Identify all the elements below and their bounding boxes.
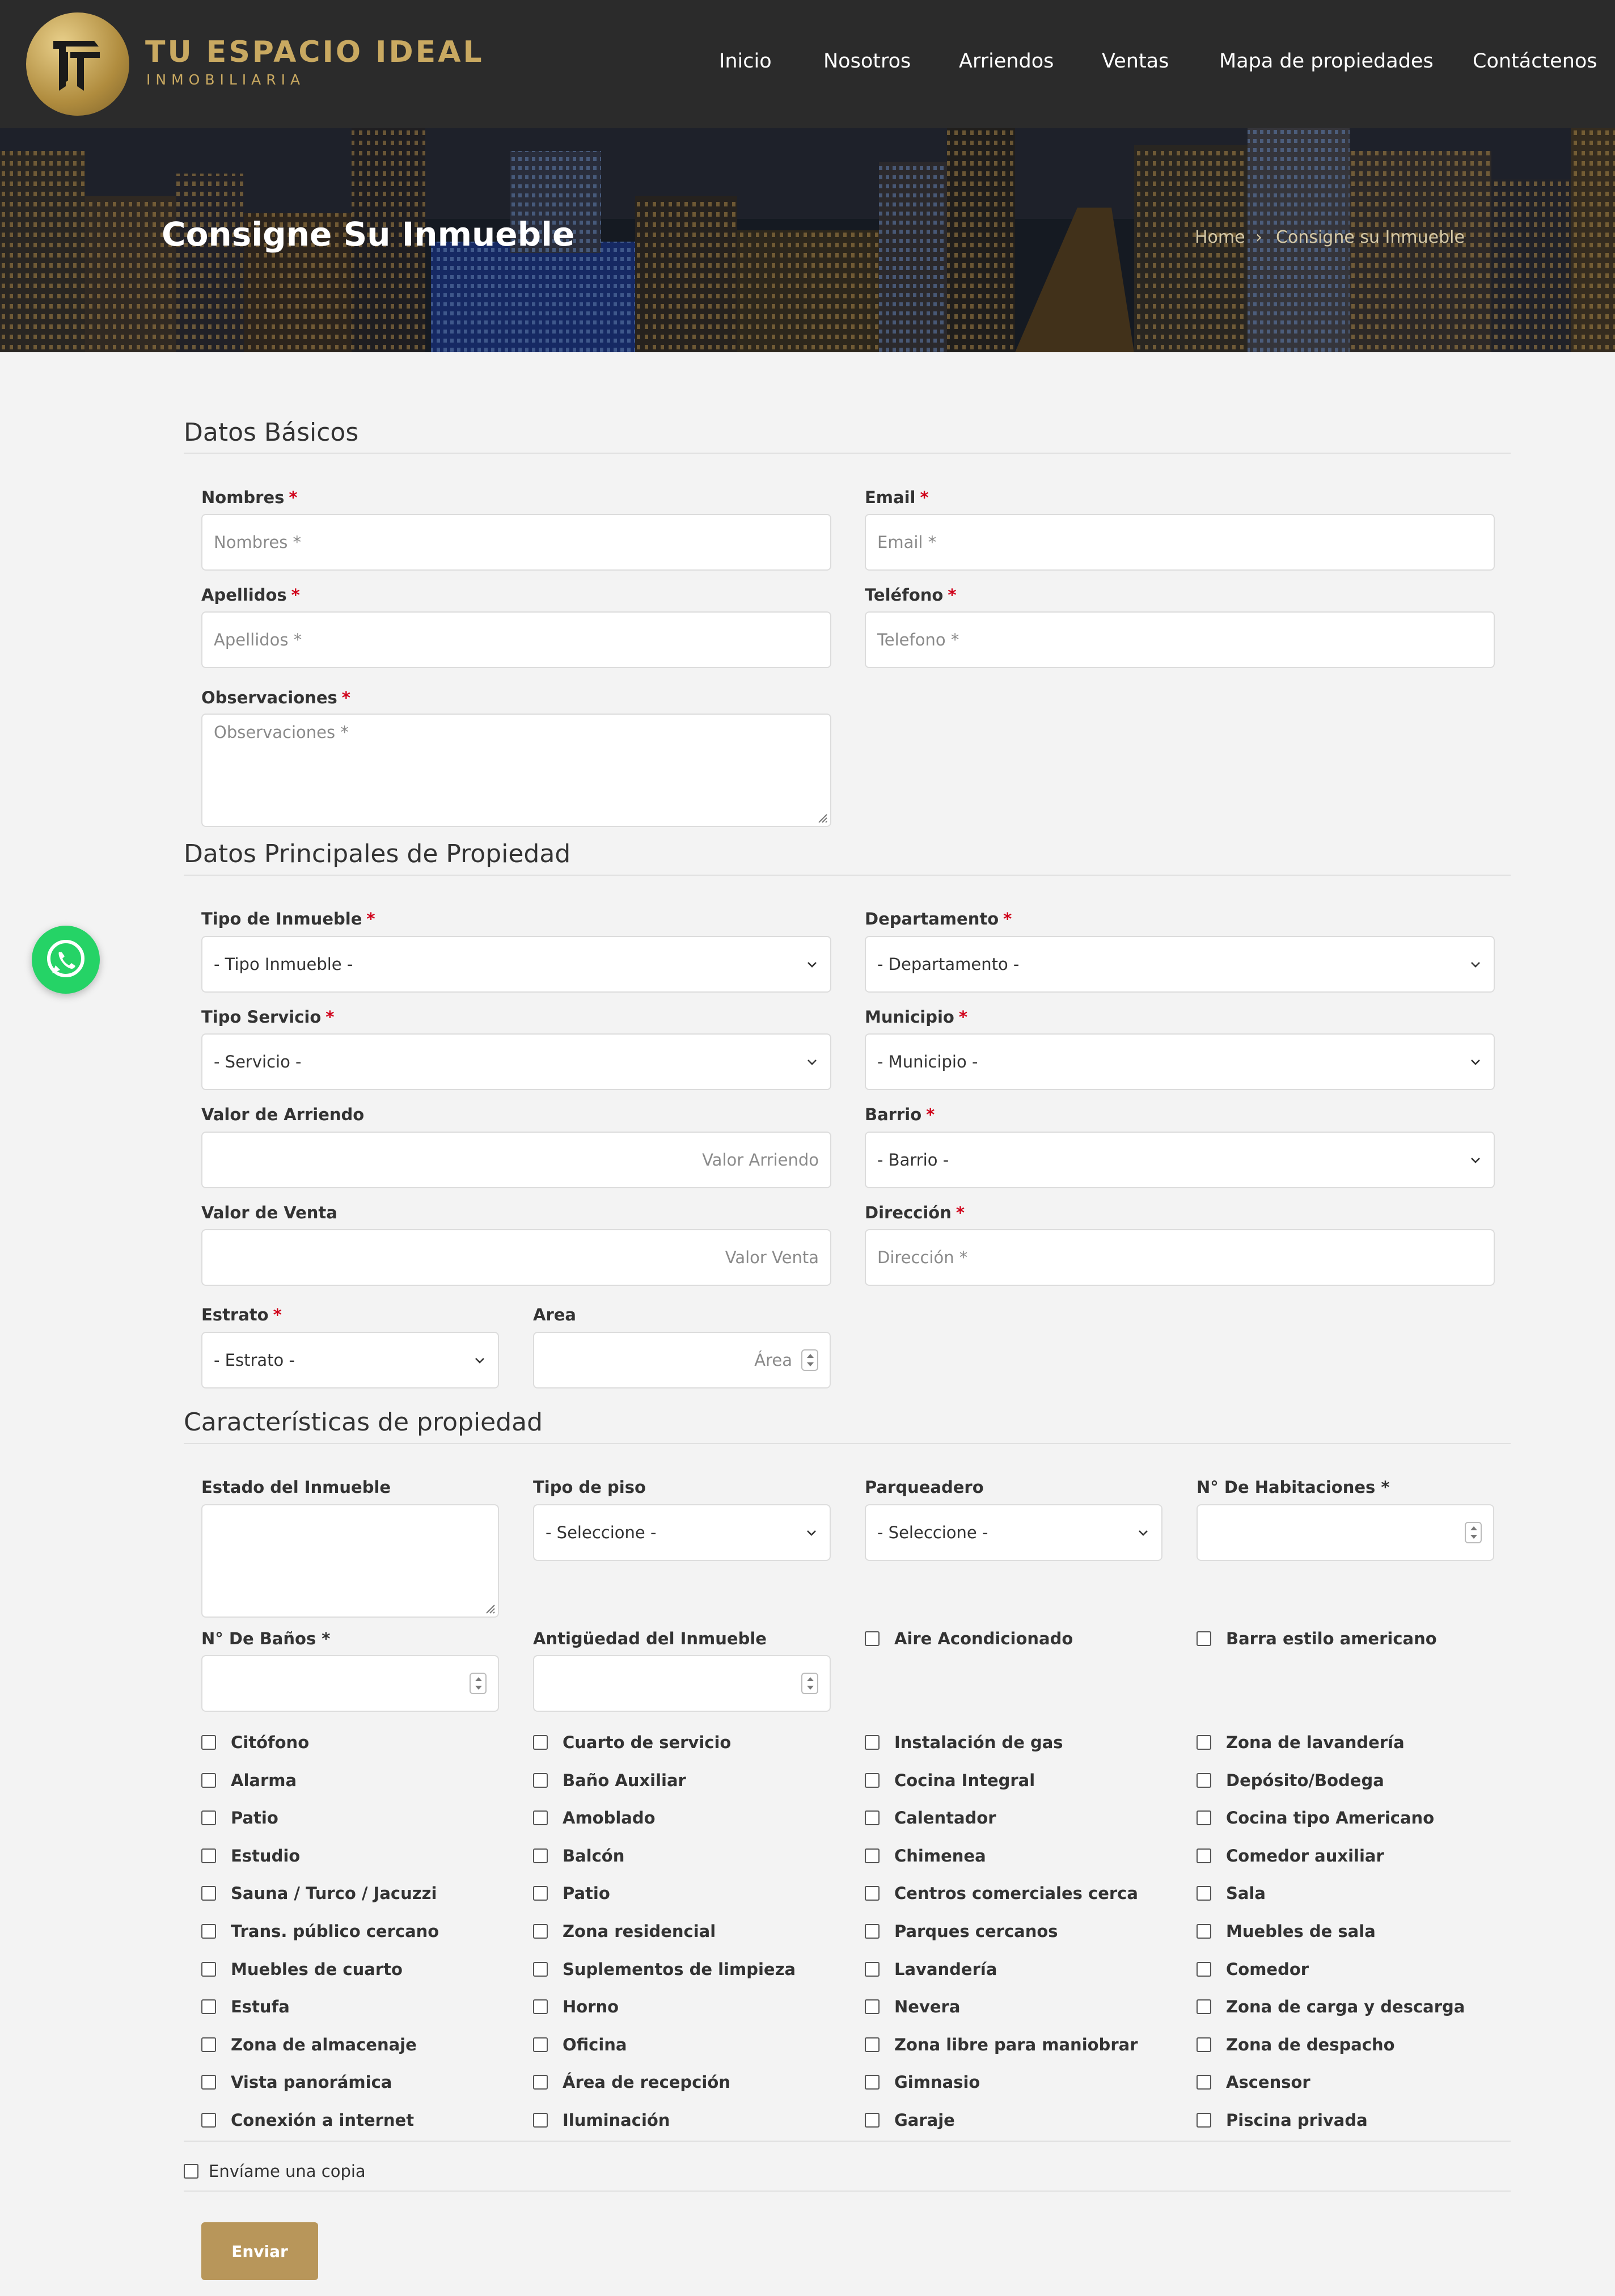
checkbox-box[interactable] [201, 1924, 216, 1939]
feature-checkbox-label: Trans. público cercano [231, 1922, 439, 1941]
feature-checkbox[interactable] [1197, 1922, 1376, 1941]
banos-label: N° De Baños * [201, 1629, 331, 1648]
tipo-servicio-label: Tipo Servicio * [201, 1007, 335, 1027]
nav-item-arriendos[interactable]: Arriendos [959, 50, 1054, 73]
whatsapp-icon [32, 926, 100, 994]
feature-checkbox-label: Horno [563, 1997, 619, 2016]
feature-checkbox-label: Sala [1226, 1884, 1266, 1903]
departamento-select[interactable]: - Departamento - [865, 936, 1495, 993]
feature-checkbox[interactable] [201, 1960, 403, 1979]
checkbox-barra-americano[interactable]: Barra estilo americano [1197, 1629, 1437, 1648]
feature-checkbox[interactable] [1197, 1997, 1465, 2016]
feature-checkbox[interactable] [533, 1884, 610, 1903]
feature-checkbox[interactable] [533, 1846, 624, 1865]
checkbox-aire-acondicionado[interactable]: Aire Acondicionado [865, 1629, 1073, 1648]
chevron-down-icon [1136, 1526, 1150, 1539]
estrato-select[interactable]: - Estrato - [201, 1332, 499, 1388]
feature-checkbox[interactable] [533, 1771, 686, 1790]
checkbox-box[interactable] [865, 2037, 880, 2052]
feature-checkbox-label: Centros comerciales cerca [894, 1884, 1138, 1903]
top-navbar [0, 0, 1615, 128]
page-title: Consigne Su Inmueble [162, 215, 575, 254]
feature-checkbox-label: Gimnasio [894, 2073, 980, 2092]
feature-checkbox[interactable] [201, 1733, 309, 1752]
apellidos-label: Apellidos * [201, 585, 300, 605]
checkbox-box[interactable] [1197, 1924, 1211, 1939]
checkbox-box[interactable] [1197, 1886, 1211, 1901]
checkbox-box[interactable] [533, 1735, 548, 1750]
checkbox-box[interactable] [201, 1810, 216, 1825]
nav-item-nosotros[interactable]: Nosotros [823, 50, 911, 73]
section-divider [184, 453, 1511, 454]
municipio-label: Municipio * [865, 1007, 968, 1027]
checkbox-box[interactable] [533, 2037, 548, 2052]
parqueadero-label: Parqueadero [865, 1478, 984, 1497]
feature-checkbox[interactable] [533, 2073, 730, 2092]
feature-checkbox[interactable] [1197, 1960, 1309, 1979]
feature-checkbox-label: Ascensor [1226, 2073, 1310, 2092]
checkbox-box[interactable] [1197, 2113, 1211, 2128]
checkbox-box[interactable] [865, 1848, 880, 1863]
feature-checkbox[interactable] [1197, 2073, 1310, 2092]
feature-checkbox[interactable] [533, 1997, 619, 2016]
habitaciones-label: N° De Habitaciones * [1197, 1478, 1390, 1497]
brand-logo[interactable] [26, 12, 129, 116]
tipo-servicio-select[interactable]: - Servicio - [201, 1033, 831, 1090]
section-divider [184, 2191, 1511, 2192]
feature-checkbox-label: Suplementos de limpieza [563, 1960, 796, 1979]
number-stepper-icon[interactable] [470, 1673, 487, 1694]
chevron-down-icon [1469, 957, 1482, 971]
checkbox-box[interactable] [533, 1773, 548, 1788]
checkbox-box[interactable] [1197, 1999, 1211, 2014]
checkbox-box[interactable] [865, 1999, 880, 2014]
checkbox-box[interactable] [1197, 1631, 1211, 1646]
checkbox-box[interactable] [201, 2075, 216, 2090]
valor-venta-label: Valor de Venta [201, 1203, 337, 1222]
chevron-down-icon [473, 1353, 487, 1367]
apellidos-input[interactable]: Apellidos * [201, 611, 831, 668]
section-title-main: Datos Principales de Propiedad [184, 839, 571, 868]
feature-checkbox-label: Alarma [231, 1771, 297, 1790]
section-divider [184, 875, 1511, 876]
section-title-features: Características de propiedad [184, 1408, 543, 1437]
checkbox-box[interactable] [1197, 1773, 1211, 1788]
checkbox-box[interactable] [201, 1735, 216, 1750]
feature-checkbox-label: Amoblado [563, 1808, 656, 1827]
feature-checkbox[interactable] [201, 1922, 439, 1941]
email-input[interactable]: Email * [865, 514, 1495, 571]
feature-checkbox[interactable] [201, 2111, 414, 2130]
chevron-down-icon [805, 1055, 819, 1069]
checkbox-box[interactable] [533, 1848, 548, 1863]
checkbox-box[interactable] [533, 1962, 548, 1977]
feature-checkbox-label: Muebles de cuarto [231, 1960, 403, 1979]
feature-checkbox-label: Piscina privada [1226, 2111, 1368, 2130]
brand-logo-mark-icon [43, 29, 112, 99]
feature-checkbox-label: Nevera [894, 1997, 961, 2016]
nav-item-inicio[interactable]: Inicio [719, 50, 772, 73]
checkbox-box[interactable] [201, 2113, 216, 2128]
area-label: Area [533, 1305, 576, 1324]
nombres-input[interactable]: Nombres * [201, 514, 831, 571]
habitaciones-input[interactable] [1197, 1504, 1494, 1561]
number-stepper-icon[interactable] [1465, 1522, 1482, 1543]
checkbox-box[interactable] [1197, 1962, 1211, 1977]
antiguedad-label: Antigüedad del Inmueble [533, 1629, 767, 1648]
feature-checkbox-label: Instalación de gas [894, 1733, 1063, 1752]
checkbox-box[interactable] [1197, 1848, 1211, 1863]
chevron-down-icon [1469, 1055, 1482, 1069]
feature-checkbox-label: Patio [231, 1808, 278, 1827]
estado-label: Estado del Inmueble [201, 1478, 391, 1497]
chevron-down-icon [1469, 1153, 1482, 1167]
checkbox-box[interactable] [533, 1886, 548, 1901]
feature-checkbox[interactable] [1197, 1884, 1266, 1903]
checkbox-box[interactable] [865, 2113, 880, 2128]
parqueadero-select[interactable]: - Seleccione - [865, 1504, 1162, 1561]
feature-checkbox[interactable] [201, 1884, 437, 1903]
area-input[interactable]: Área [533, 1332, 831, 1388]
feature-checkbox[interactable] [201, 1997, 290, 2016]
checkbox-box[interactable] [533, 1999, 548, 2014]
feature-checkbox[interactable] [865, 2111, 955, 2130]
feature-checkbox[interactable] [865, 1846, 986, 1865]
feature-checkbox[interactable] [865, 1733, 1063, 1752]
checkbox-box[interactable] [865, 1810, 880, 1825]
feature-checkbox[interactable] [865, 1997, 960, 2016]
checkbox-box[interactable] [865, 1735, 880, 1750]
valor-arriendo-input[interactable]: Valor Arriendo [201, 1132, 831, 1188]
whatsapp-button[interactable] [32, 926, 100, 994]
feature-checkbox[interactable] [533, 2111, 670, 2130]
feature-checkbox[interactable] [865, 1922, 1058, 1941]
feature-checkbox-label: Calentador [894, 1808, 996, 1827]
feature-checkbox-label: Zona libre para maniobrar [894, 2035, 1138, 2054]
observaciones-placeholder: Observaciones * [214, 723, 349, 742]
checkbox-send-copy[interactable]: Envíame una copia [184, 2162, 366, 2181]
feature-checkbox-label: Iluminación [563, 2111, 670, 2130]
chevron-down-icon [805, 1526, 818, 1539]
feature-checkbox-label: Citófono [231, 1733, 310, 1752]
feature-checkbox[interactable] [533, 1922, 716, 1941]
estrato-label: Estrato * [201, 1305, 282, 1324]
feature-checkbox[interactable] [201, 2035, 417, 2054]
feature-checkbox[interactable] [533, 1960, 796, 1979]
checkbox-box[interactable] [865, 1773, 880, 1788]
checkbox-box[interactable] [1197, 2075, 1211, 2090]
submit-button[interactable]: Enviar [201, 2222, 318, 2280]
checkbox-box[interactable] [201, 1848, 216, 1863]
chevron-down-icon [805, 957, 819, 971]
feature-checkbox-label: Balcón [563, 1846, 625, 1865]
estado-textarea[interactable] [201, 1504, 499, 1618]
feature-checkbox-label: Baño Auxiliar [563, 1771, 686, 1790]
feature-checkbox-label: Área de recepción [563, 2073, 730, 2092]
feature-checkbox[interactable] [865, 1960, 997, 1979]
barrio-select[interactable]: - Barrio - [865, 1132, 1495, 1188]
nav-item-mapa[interactable]: Mapa de propiedades [1219, 50, 1434, 73]
feature-checkbox-label: Zona de despacho [1226, 2035, 1395, 2054]
checkbox-box[interactable] [201, 1773, 216, 1788]
breadcrumb-separator-icon: › [1255, 227, 1262, 247]
direccion-input[interactable]: Dirección * [865, 1229, 1495, 1286]
feature-checkbox-label: Cocina Integral [894, 1771, 1035, 1790]
checkbox-box[interactable] [201, 2037, 216, 2052]
feature-checkbox[interactable] [1197, 1771, 1384, 1790]
feature-checkbox-label: Zona residencial [563, 1922, 716, 1941]
nav-item-contactenos[interactable]: Contáctenos [1473, 50, 1597, 73]
breadcrumb-home[interactable]: Home [1195, 227, 1245, 247]
feature-checkbox-label: Patio [563, 1884, 610, 1903]
feature-checkbox[interactable] [1197, 2035, 1395, 2054]
number-stepper-icon[interactable] [801, 1673, 818, 1694]
resize-handle-icon[interactable] [815, 811, 828, 824]
feature-checkbox[interactable] [865, 1884, 1138, 1903]
feature-checkbox-label: Oficina [563, 2035, 627, 2054]
tipo-inmueble-select[interactable]: - Tipo Inmueble - [201, 936, 831, 993]
feature-checkbox[interactable] [201, 1771, 297, 1790]
valor-venta-input[interactable]: Valor Venta [201, 1229, 831, 1286]
tipo-inmueble-label: Tipo de Inmueble * [201, 909, 375, 928]
section-title-basic: Datos Básicos [184, 418, 359, 447]
feature-checkbox-label: Comedor [1226, 1960, 1309, 1979]
feature-checkbox[interactable] [1197, 1808, 1434, 1827]
telefono-input[interactable]: Telefono * [865, 611, 1495, 668]
feature-checkbox[interactable] [533, 1808, 656, 1827]
feature-checkbox[interactable] [1197, 2111, 1368, 2130]
feature-checkbox-label: Garaje [894, 2111, 955, 2130]
antiguedad-input[interactable] [533, 1655, 831, 1712]
checkbox-box[interactable] [533, 2075, 548, 2090]
tipo-piso-label: Tipo de piso [533, 1478, 646, 1497]
checkbox-box[interactable] [1197, 1810, 1211, 1825]
breadcrumb-current: Consigne su Inmueble [1276, 227, 1465, 247]
tipo-piso-select[interactable]: - Seleccione - [533, 1504, 831, 1561]
checkbox-box[interactable] [533, 2113, 548, 2128]
email-label: Email * [865, 488, 929, 507]
checkbox-box[interactable] [865, 2075, 880, 2090]
checkbox-box[interactable] [201, 1999, 216, 2014]
telefono-label: Teléfono * [865, 585, 957, 605]
section-divider [184, 1443, 1511, 1444]
banos-input[interactable] [201, 1655, 499, 1712]
feature-checkbox[interactable] [865, 2035, 1138, 2054]
feature-checkbox[interactable] [865, 1771, 1035, 1790]
checkbox-box[interactable] [865, 1631, 880, 1646]
checkbox-box[interactable] [184, 2164, 198, 2179]
feature-checkbox-label: Zona de lavandería [1226, 1733, 1405, 1752]
feature-checkbox-label: Parques cercanos [894, 1922, 1058, 1941]
brand-subtitle: INMOBILIARIA [146, 71, 306, 88]
departamento-label: Departamento * [865, 909, 1012, 928]
nombres-label: Nombres * [201, 488, 298, 507]
checkbox-box[interactable] [533, 1810, 548, 1825]
checkbox-box[interactable] [865, 1924, 880, 1939]
feature-checkbox[interactable] [1197, 1733, 1405, 1752]
feature-checkbox-label: Zona de almacenaje [231, 2035, 417, 2054]
checkbox-box[interactable] [1197, 1735, 1211, 1750]
feature-checkbox[interactable] [865, 1808, 996, 1827]
number-stepper-icon[interactable] [801, 1349, 818, 1371]
checkbox-box[interactable] [865, 1886, 880, 1901]
feature-checkbox-label: Estufa [231, 1997, 290, 2016]
feature-checkbox-label: Chimenea [894, 1846, 986, 1865]
feature-checkbox-label: Zona de carga y descarga [1226, 1997, 1465, 2016]
feature-checkbox-label: Sauna / Turco / Jacuzzi [231, 1884, 437, 1903]
checkbox-box[interactable] [201, 1962, 216, 1977]
checkbox-box[interactable] [533, 1924, 548, 1939]
hero-banner [0, 128, 1615, 352]
feature-checkbox-label: Depósito/Bodega [1226, 1771, 1384, 1790]
feature-checkbox[interactable] [865, 2073, 980, 2092]
feature-checkbox[interactable] [533, 2035, 627, 2054]
feature-checkbox-label: Estudio [231, 1846, 301, 1865]
feature-checkbox-label: Vista panorámica [231, 2073, 392, 2092]
feature-checkbox[interactable] [1197, 1846, 1384, 1865]
checkbox-box[interactable] [865, 1962, 880, 1977]
feature-checkbox[interactable] [201, 1846, 300, 1865]
valor-arriendo-label: Valor de Arriendo [201, 1105, 365, 1124]
feature-checkbox-label: Cuarto de servicio [563, 1733, 732, 1752]
checkbox-box[interactable] [1197, 2037, 1211, 2052]
feature-checkbox-label: Comedor auxiliar [1226, 1846, 1384, 1865]
feature-checkbox-label: Lavandería [894, 1960, 997, 1979]
feature-checkbox[interactable] [201, 1808, 278, 1827]
brand-name: TU ESPACIO IDEAL [145, 35, 484, 69]
feature-checkbox[interactable] [201, 2073, 392, 2092]
direccion-label: Dirección * [865, 1203, 965, 1222]
municipio-select[interactable]: - Municipio - [865, 1033, 1495, 1090]
feature-checkbox-label: Conexión a internet [231, 2111, 415, 2130]
observaciones-label: Observaciones * [201, 688, 350, 707]
nav-item-ventas[interactable]: Ventas [1102, 50, 1169, 73]
barrio-label: Barrio * [865, 1105, 935, 1124]
feature-checkbox[interactable] [533, 1733, 731, 1752]
checkbox-box[interactable] [201, 1886, 216, 1901]
feature-checkbox-label: Muebles de sala [1226, 1922, 1376, 1941]
observaciones-textarea[interactable] [201, 714, 831, 827]
section-divider [184, 2141, 1511, 2142]
feature-checkbox-label: Cocina tipo Americano [1226, 1808, 1435, 1827]
resize-handle-icon[interactable] [483, 1602, 496, 1614]
